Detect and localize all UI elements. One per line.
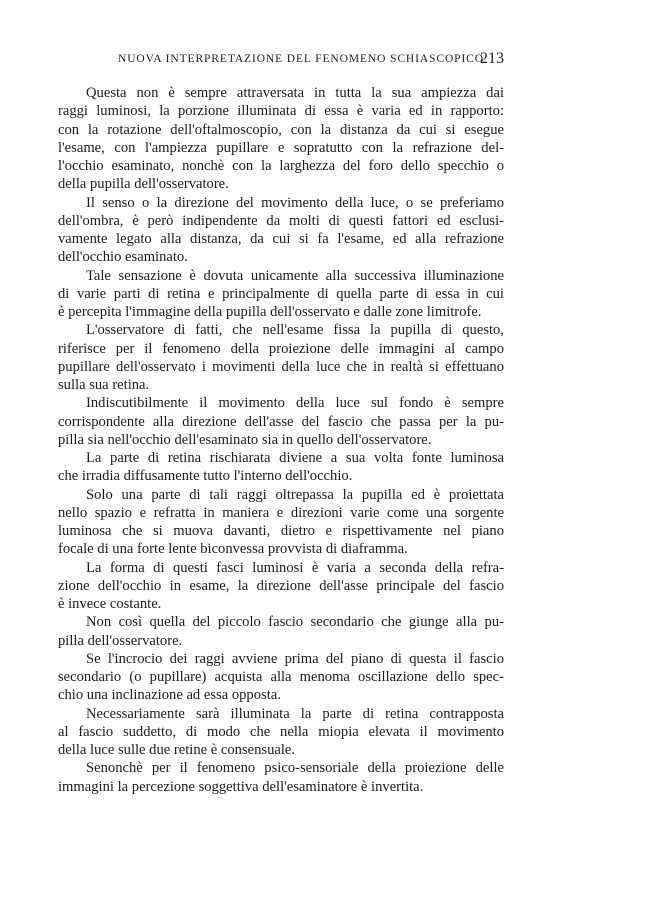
paragraph	[58, 705, 504, 760]
text-line: pilla dell'osservatore.	[58, 632, 183, 649]
text-line: L'osservatore di fatti, che nell'esame fissa la pupilla di questo,	[86, 322, 504, 339]
text-line: l'occhio esaminato, nonchè con la larghezza del foro dello specchio o	[58, 158, 504, 174]
text-line: raggi luminosi, la porzione illuminata di essa è varia ed in rapporto:	[58, 103, 504, 120]
page-number: 213	[480, 50, 504, 67]
text-line: corrispondente alla direzione dell'asse del fascio che passa per la pu-	[58, 413, 504, 430]
text-line: Solo una parte di tali raggi oltrepassa la pupilla ed è proiettata	[86, 486, 504, 503]
text-line: con la rotazione dell'oftalmoscopio, con la distanza da cui si esegue	[58, 121, 504, 138]
text-line: Questa non è sempre attraversata in tutta la sua ampiezza dai	[86, 85, 504, 101]
text-line: vamente legato alla distanza, da cui si fa l'esame, ed alla refrazione	[58, 231, 504, 247]
paragraph	[58, 559, 504, 614]
paragraph	[58, 84, 504, 194]
text-line: La parte di retina rischiarata diviene a sua volta fonte luminosa	[86, 450, 504, 466]
text-line: focale di una forte lente biconvessa provvista di diaframma.	[58, 541, 408, 558]
paragraph	[58, 194, 504, 267]
text-line: immagini la percezione soggettiva dell'esaminatore è invertita.	[58, 778, 424, 795]
text-line: al fascio suddetto, di modo che nella miopia elevata il movimento	[58, 723, 504, 740]
text-line: Il senso o la direzione del movimento della luce, o se preferiamo	[86, 194, 504, 211]
text-line: secondario (o pupillare) acquista alla menoma oscillazione dello spec-	[58, 669, 504, 685]
text-line: Se l'incrocio dei raggi avviene prima del piano di questa il fascio	[86, 650, 504, 667]
paragraph	[58, 394, 504, 449]
paragraph	[58, 759, 504, 796]
paragraph	[58, 650, 504, 705]
text-line: La forma di questi fasci luminosi è varia a seconda della refra-	[86, 559, 504, 576]
paragraph	[58, 321, 504, 394]
text-line: Tale sensazione è dovuta unicamente alla successiva illuminazione	[86, 267, 504, 284]
text-line: pupillare dell'osservato i movimenti della luce che in realtà si effettuano	[58, 358, 504, 375]
text-line: Indiscutibilmente il movimento della luce sul fondo è sempre	[86, 395, 504, 412]
text-line: che irradia diffusamente tutto l'interno dell'occhio.	[58, 468, 353, 485]
text-line: sulla sua retina.	[58, 377, 150, 393]
text-line: l'esame, con l'ampiezza pupillare e sopratutto con la refrazione del-	[58, 139, 504, 156]
text-line: riferisce per il fenomeno della proiezione delle immagini al campo	[58, 340, 504, 357]
text-line: della pupilla dell'osservatore.	[58, 176, 229, 193]
text-line: chio una inclinazione ad essa opposta.	[58, 687, 281, 704]
running-header	[118, 50, 504, 70]
paragraph	[58, 486, 504, 559]
text-line: Necessariamente sarà illuminata la parte di retina contrapposta	[86, 705, 504, 722]
body-text	[58, 84, 504, 796]
text-line: è percepita l'immagine della pupilla dell'osservato e dalle zone limitrofe.	[58, 304, 482, 320]
paragraph	[58, 613, 504, 650]
text-line: luminosa che si muova davanti, dietro e rispettivamente nel piano	[58, 523, 504, 539]
paragraph	[58, 449, 504, 486]
text-line: Non così quella del piccolo fascio secondario che giunge alla pu-	[86, 614, 504, 631]
text-line: di varie parti di retina e principalmente di quella parte di essa in cui	[58, 285, 504, 302]
text-line: dell'occhio esaminato.	[58, 249, 188, 266]
text-line: dell'ombra, è però indipendente da molti di questi fattori ed esclusi-	[58, 212, 504, 229]
text-line: nello spazio e refratta in maniera e direzioni varie come una sorgente	[58, 504, 504, 521]
paragraph	[58, 267, 504, 322]
text-line: della luce sulle due retine è consensuale.	[58, 742, 296, 758]
text-line: zione dell'occhio in esame, la direzione dell'asse principale del fascio	[58, 577, 504, 594]
text-line: è invece costante.	[58, 596, 162, 612]
text-line: Senonchè per il fenomeno psico-sensoriale della proiezione delle	[86, 760, 504, 777]
running-title: NUOVA INTERPRETAZIONE DEL FENOMENO SCHIASCOPICO	[118, 53, 484, 65]
text-line: pilla sia nell'occhio dell'esaminato sia in quello dell'osservatore.	[58, 431, 432, 448]
